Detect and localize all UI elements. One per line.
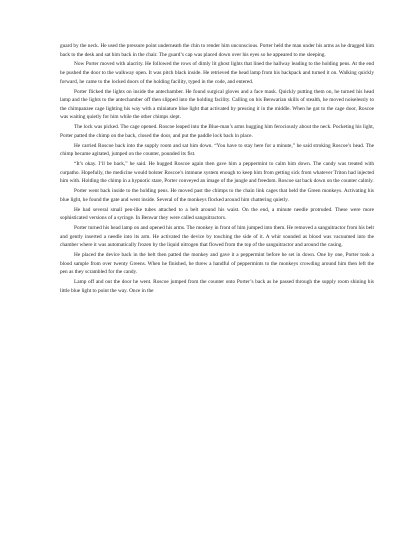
paragraph-1: guard by the neck. He used the pressure point underneath the chin to render him unconscious. Porter held the man under his arms as he dragged him back to the desk and sat him back in the chair. The guard’s cap was placed down over his eyes so he appeared to me sleeping. <box>60 43 374 58</box>
paragraph-3: Porter flicked the lights on inside the antechamber. He found surgical gloves and a face mask. Quickly putting them on, he turned his head lamp and the lights to the antechamber off then slipped into the holding facility. Calling on his Benwarian skills of stealth, he moved noiselessly to the chimpanzee cage lighting his way with a miniature blue light that activated by pressing it in the middle. When he got to the cage door, Roscoe was waiting quietly for him while the other chimps slept. <box>60 88 374 121</box>
body-text <box>60 42 374 295</box>
paragraph-7: Porter went back inside to the holding pens. He moved past the chimps to the chain link cages that held the Green monkeys. Activating his blue light, he found the gate and went inside. Several of the monkeys flocked around him chattering quietly. <box>60 188 374 203</box>
paragraph-5: He carried Roscoe back into the supply room and sat him down. “You have to stay here for a minute,” he said stroking Roscoe’s head. The chimp became agitated, jumped on the counter, pounded its fist. <box>60 142 374 158</box>
paragraph-8: He had several small pen-like tubes attached to a belt around his waist. On the end, a minute needle protruded. These were more sophisticated versions of a syringe. In Benwar they were called sanguitractors. <box>60 206 374 222</box>
paragraph-6: “It’s okay. I’ll be back,” he said. He hugged Roscoe again then gave him a peppermint to calm him down. The candy was treated with curpatho. Hopefully, the medicine would bolster Roscoe’s immune system enough to keep him from getting sick from whatever Triton had injected him with. Holding the chimp in a hypnotic stare, Porter conveyed an image of the jungle and freedom. Roscoe sat back down on the counter calmly. <box>60 161 374 185</box>
paragraph-10: He placed the device back in the belt then patted the monkey and gave it a peppermint before he set in down. One by one, Porter took a blood sample from over twenty Greens. When he finished, he threw a handful of peppermints to the monkeys crowding around him then left the pen as they scrambled for the candy. <box>60 252 374 276</box>
paragraph-9: Porter turned his head lamp on and opened his arms. The monkey in front of him jumped into them. He removed a sanguitractor from his belt and gently inserted a needle into its arm. He activated the device by touching the side of it. A whir sounded as blood was vacuumed into the chamber where it was automatically frozen by the liquid nitrogen that flowed from the top of the sanguitractor and around the casing. <box>60 225 374 249</box>
paragraph-11: Lamp off and out the door he went. Roscoe jumped from the counter onto Porter’s back as he passed through the supply room shining his little blue light to point the way. Once in the <box>60 279 374 294</box>
paragraph-2: Now Porter moved with alacrity. He followed the rows of dimly lit ghost lights that lined the hallway leading to the holding pens. At the end he pushed the door to the walkway open. It was pitch black inside. He retrieved the head lamp from his backpack and turned it on. Walking quickly forward, he came to the locked doors of the holding facility, typed in the code, and entered. <box>60 61 374 85</box>
paragraph-4: The lock was picked. The cage opened. Roscoe leaped into the Blue-man’s arms hugging him ferociously about the neck. Pocketing his light, Porter patted the chimp on the back, closed the door, and put the paddle lock back in place. <box>60 124 374 139</box>
